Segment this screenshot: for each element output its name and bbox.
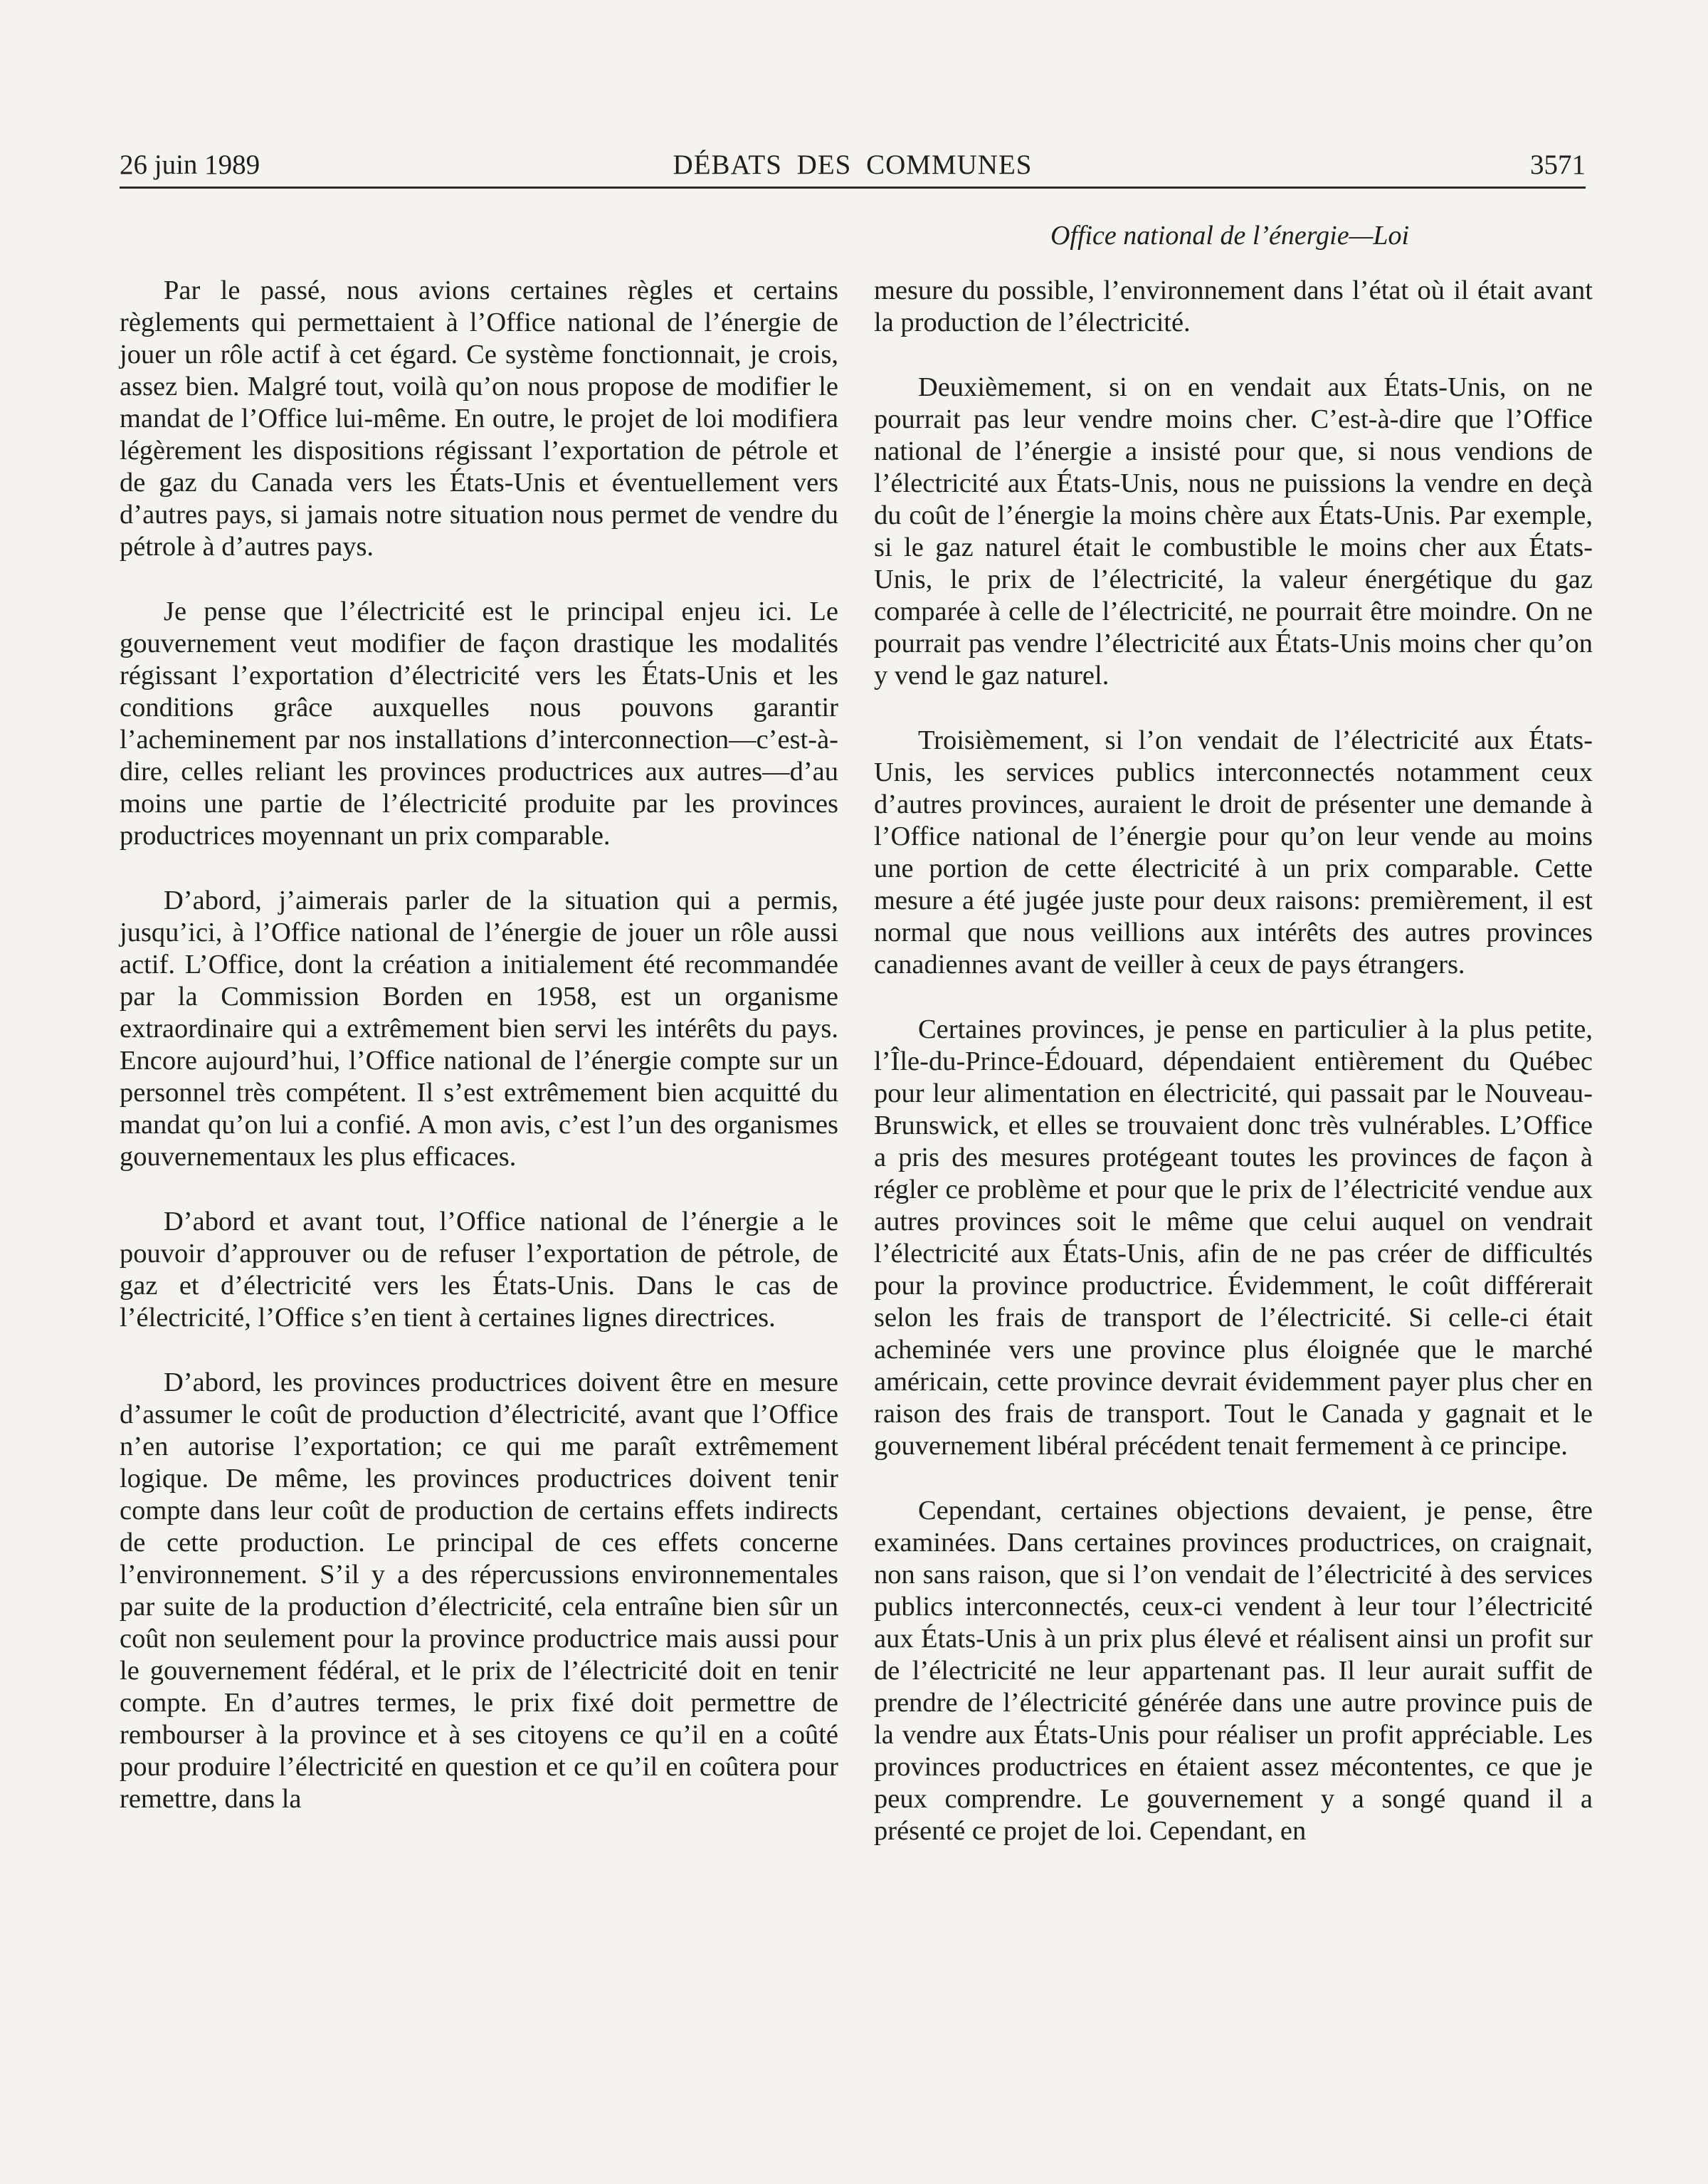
left-column bbox=[120, 275, 838, 1848]
paragraph: Certaines provinces, je pense en particulier à la plus petite, l’Île-du-Prince-Édouard, dépendaient entièrement du Québec pour leur alimentation en électricité, qui passait par le Nouveau-Brunswick, et elles se trouvaient donc très vulnérables. L’Office a pris des mesures protégeant toutes les provinces de façon à régler ce problème et pour que le prix de l’électricité vendue aux autres provinces soit le même que celui auquel on vendrait l’électricité aux États-Unis, afin de ne pas créer de difficultés pour la province productrice. Évidemment, le coût différerait selon les frais de transport de l’électricité. Si celle-ci était acheminée vers une province plus éloignée que le marché américain, cette province devrait évidemment payer plus cher en raison des frais de transport. Tout le Canada y gagnait et le gouvernement libéral précédent tenait fermement à ce principe. bbox=[874, 1014, 1593, 1461]
running-head bbox=[120, 145, 1586, 185]
header-rule bbox=[120, 187, 1586, 189]
header-page-number: 3571 bbox=[1530, 149, 1586, 180]
paragraph-continuation: mesure du possible, l’environnement dans l’état où il était avant la production de l’électricité. bbox=[874, 275, 1593, 337]
right-column bbox=[874, 275, 1593, 1880]
paragraph: Deuxièmement, si on en vendait aux États-Unis, on ne pourrait pas leur vendre moins cher. C’est-à-dire que l’Office national de l’énergie a insisté pour que, si nous vendions de l’électricité aux États-Unis, nous ne puissions la vendre en deçà du coût de l’énergie la moins chère aux États-Unis. Par exemple, si le gaz naturel était le combustible le moins cher aux États-Unis, le prix de l’électricité, la valeur énergétique du gaz comparée à celle de l’électricité, ne pourrait être moindre. On ne pourrait pas vendre l’électricité aux États-Unis moins cher qu’on y vend le gaz naturel. bbox=[874, 372, 1593, 691]
paragraph: Troisièmement, si l’on vendait de l’électricité aux États-Unis, les services publics interconnectés notamment ceux d’autres provinces, auraient le droit de présenter une demande à l’Office national de l’énergie pour qu’on leur vende au moins une portion de cette électricité à un prix comparable. Cette mesure a été jugée juste pour deux raisons: premièrement, il est normal que nous veillions aux intérêts des autres provinces canadiennes avant de veiller à ceux de pays étrangers. bbox=[874, 725, 1593, 980]
paragraph: D’abord et avant tout, l’Office national de l’énergie a le pouvoir d’approuver ou de refuser l’exportation de pétrole, de gaz et d’électricité vers les États-Unis. Dans le cas de l’électricité, l’Office s’en tient à certaines lignes directrices. bbox=[120, 1207, 838, 1333]
paragraph: Cependant, certaines objections devaient, je pense, être examinées. Dans certaines provinces productrices, on craignait, non sans raison, que si l’on vendait de l’électricité à des services publics interconnectés, ceux-ci vendent à leur tour l’électricité aux États-Unis à un prix plus élevé et réalisent ainsi un profit sur de l’électricité ne leur appartenant pas. Il leur aurait suffit de prendre de l’électricité générée dans une autre province puis de la vendre aux États-Unis pour réaliser un profit appréciable. Les provinces productrices en étaient assez mécontentes, ce que je peux comprendre. Le gouvernement y a songé quand il a présenté ce projet de loi. Cependant, en bbox=[874, 1496, 1593, 1846]
section-title: Office national de l’énergie—Loi bbox=[1050, 221, 1410, 251]
paragraph: D’abord, j’aimerais parler de la situation qui a permis, jusqu’ici, à l’Office national de l’énergie de jouer un rôle aussi actif. L’Office, dont la création a initialement été recommandée par la Commission Borden en 1958, est un organisme extraordinaire qui a extrêmement bien servi les intérêts du pays. Encore aujourd’hui, l’Office national de l’énergie compte sur un personnel très compétent. Il s’est extrêmement bien acquitté du mandat qu’on lui a confié. A mon avis, c’est l’un des organismes gouvernementaux les plus efficaces. bbox=[120, 886, 838, 1172]
paragraph: D’abord, les provinces productrices doivent être en mesure d’assumer le coût de production d’électricité, avant que l’Office n’en autorise l’exportation; ce qui me paraît extrêmement logique. De même, les provinces productrices doivent tenir compte dans leur coût de production de certains effets indirects de cette production. Le principal de ces effets concerne l’environnement. S’il y a des répercussions environnementales par suite de la production d’électricité, cela entraîne bien sûr un coût non seulement pour la province productrice mais aussi pour le gouvernement fédéral, et le prix de l’électricité doit en tenir compte. En d’autres termes, le prix fixé doit permettre de rembourser à la province et à ses citoyens ce qu’il en a coûté pour produire l’électricité en question et ce qu’il en coûtera pour remettre, dans la bbox=[120, 1367, 838, 1814]
header-date: 26 juin 1989 bbox=[120, 149, 260, 180]
paragraph: Par le passé, nous avions certaines règles et certains règlements qui permettaient à l’Office national de l’énergie de jouer un rôle actif à cet égard. Ce système fonctionnait, je crois, assez bien. Malgré tout, voilà qu’on nous propose de modifier le mandat de l’Office lui-même. En outre, le projet de loi modifiera légèrement les dispositions régissant l’exportation de pétrole et de gaz du Canada vers les États-Unis et éventuellement vers d’autres pays, si jamais notre situation nous permet de vendre du pétrole à d’autres pays. bbox=[120, 275, 838, 562]
header-journal-title: DÉBATS DES COMMUNES bbox=[673, 149, 1033, 180]
paragraph: Je pense que l’électricité est le principal enjeu ici. Le gouvernement veut modifier de façon drastique les modalités régissant l’exportation d’électricité vers les États-Unis et les conditions grâce auxquelles nous pouvons garantir l’acheminement par nos installations d’interconnection—c’est-à-dire, celles reliant les provinces productrices aux autres—d’au moins une partie de l’électricité produite par les provinces productrices moyennant un prix comparable. bbox=[120, 597, 838, 851]
